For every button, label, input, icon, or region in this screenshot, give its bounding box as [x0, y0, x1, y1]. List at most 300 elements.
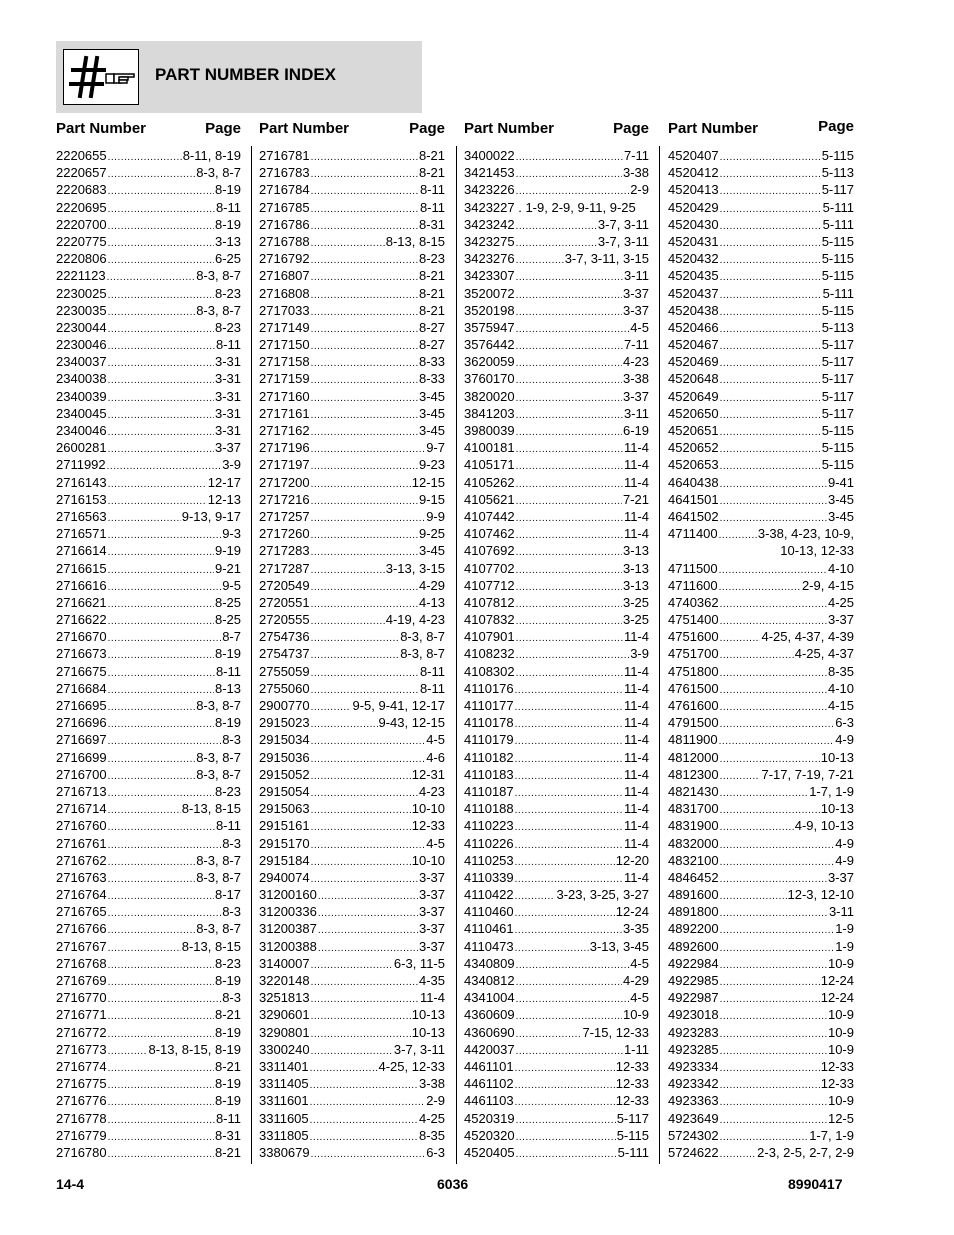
page-reference: 3-13: [622, 577, 649, 593]
index-entry: [464, 835, 649, 852]
dot-leader: [516, 458, 623, 475]
part-number: 2755059: [259, 663, 310, 679]
page-reference: 9-43, 12-15: [378, 715, 445, 731]
index-entry: [668, 680, 854, 697]
page-reference: 11-4: [623, 749, 649, 765]
index-entry: [259, 835, 445, 852]
page-reference: 4-9: [835, 835, 854, 851]
index-entry: [464, 972, 649, 989]
index-entry: [259, 817, 445, 834]
index-entry: [668, 456, 854, 473]
part-number: 4110182: [464, 749, 514, 765]
part-number: 2717283: [259, 543, 310, 559]
part-number: 2717149: [259, 319, 310, 335]
part-number: 4740362: [668, 594, 719, 610]
part-number: 2716768: [56, 955, 107, 971]
part-number: 4791500: [668, 715, 719, 731]
part-number: 4923649: [668, 1110, 719, 1126]
index-entry: [56, 920, 241, 937]
page-reference: 3-7, 3-11: [393, 1041, 445, 1057]
dot-leader: [515, 940, 589, 957]
page-reference: 4-35: [418, 973, 445, 988]
page-reference: 4-19, 4-23: [385, 612, 445, 628]
index-entry: [464, 800, 649, 817]
page-reference: 11-4: [623, 715, 649, 731]
part-number: 2915023: [259, 715, 310, 731]
page-reference: 10-13: [820, 749, 854, 765]
page-reference: 11-4: [623, 663, 649, 679]
part-number: 2340045: [56, 405, 107, 421]
page-reference: 8-3: [222, 990, 241, 1006]
part-number: 2717200: [259, 474, 310, 490]
part-number: 2716563: [56, 508, 107, 524]
index-entry: [56, 731, 241, 748]
part-number: 2717257: [259, 508, 310, 524]
page-reference: 9-5: [222, 577, 241, 593]
part-number: 4107901: [464, 629, 515, 645]
index-entry: [464, 353, 649, 370]
hash-pointing-hand-icon: [63, 49, 139, 105]
part-number: 2754737: [259, 646, 310, 662]
dot-leader: [311, 716, 378, 733]
page-reference: 8-21: [214, 1144, 241, 1160]
dot-leader: [515, 768, 623, 785]
part-number: 3575947: [464, 319, 515, 335]
dot-leader: [516, 166, 622, 183]
index-entry: [668, 1006, 854, 1023]
dot-leader: [311, 355, 418, 372]
dot-leader: [108, 441, 214, 458]
index-entry: [259, 147, 445, 164]
index-entry: [668, 199, 854, 216]
dot-leader: [311, 476, 411, 493]
index-entry: [464, 388, 649, 405]
page-reference: 9-41: [827, 474, 854, 490]
page-reference: 3-31: [214, 388, 241, 404]
part-number: 2716785: [259, 199, 310, 215]
part-number: 2716673: [56, 646, 107, 662]
dot-leader: [720, 476, 827, 493]
part-number: 4520405: [464, 1144, 515, 1160]
dot-leader: [720, 390, 821, 407]
index-entry: [259, 164, 445, 181]
index-entry: [464, 903, 649, 920]
page-reference: 1-9: [835, 921, 854, 937]
part-number: 2716761: [56, 835, 107, 851]
index-entry: [56, 250, 241, 267]
index-entry: [259, 611, 445, 628]
part-number: 3423242: [464, 216, 515, 232]
index-entry: [56, 1092, 241, 1109]
index-entry: [464, 628, 649, 645]
dot-leader: [311, 424, 418, 441]
index-entry: [56, 852, 241, 869]
dot-leader: [720, 1008, 827, 1025]
index-entry: [668, 697, 854, 714]
part-number: 3311401: [259, 1058, 309, 1074]
index-entry: [56, 319, 241, 336]
dot-leader: [108, 819, 215, 836]
index-entry: [259, 388, 445, 405]
part-number: 4812300: [668, 766, 719, 782]
index-entry: [259, 267, 445, 284]
dot-leader: [516, 1129, 616, 1146]
dot-leader: [516, 218, 597, 235]
part-number: 3140007: [259, 955, 310, 971]
page-reference: 10-13: [820, 801, 854, 817]
index-entry: [56, 456, 241, 473]
index-entry: [668, 336, 854, 353]
page-reference: 3-31: [214, 423, 241, 438]
dot-leader: [318, 922, 418, 939]
part-number: 3520198: [464, 302, 515, 318]
part-number: 4923285: [668, 1041, 719, 1057]
page-reference: 8-11: [215, 818, 241, 834]
dot-leader: [720, 338, 821, 355]
part-number: 3760170: [464, 371, 515, 387]
part-number: 31200387: [259, 921, 317, 937]
part-number: 4461101: [464, 1058, 514, 1074]
index-entry: [464, 250, 649, 267]
index-entry: [259, 353, 445, 370]
page-reference: 3-37: [418, 938, 445, 954]
page-reference: 8-21: [418, 302, 445, 318]
page-reference: 8-3, 8-7: [196, 268, 241, 284]
part-number: 4520435: [668, 268, 719, 284]
part-number: 2220657: [56, 165, 107, 181]
page-reference: 3-13, 3-15: [385, 560, 445, 576]
dot-leader: [108, 647, 214, 664]
part-number: 4520319: [464, 1110, 515, 1126]
page-reference: 3-45: [418, 405, 445, 421]
dot-leader: [311, 871, 418, 888]
index-entry: [259, 663, 445, 680]
index-entry: [668, 1075, 854, 1092]
page-reference: 2-3, 2-5, 2-7, 2-9: [757, 1144, 854, 1160]
part-number: 2220806: [56, 251, 107, 267]
page-reference: 7-11: [623, 337, 649, 353]
index-entry: [668, 783, 854, 800]
index-entry: [668, 663, 854, 680]
index-entry: [464, 886, 649, 903]
dot-leader: [311, 699, 352, 716]
index-entry: [464, 645, 649, 662]
page-reference: 12-33: [820, 1076, 854, 1092]
page-reference: 10-9: [827, 1041, 854, 1057]
part-number: 2717150: [259, 337, 310, 353]
page-reference: 11-4: [623, 508, 649, 524]
page-reference: 8-13, 8-15, 8-19: [148, 1041, 241, 1057]
page-reference: 5-117: [821, 388, 854, 404]
index-entry: [259, 783, 445, 800]
dot-leader: [108, 613, 214, 630]
part-number: 2340039: [56, 388, 107, 404]
part-number: 4831900: [668, 818, 719, 834]
page-reference: 8-19: [214, 182, 241, 198]
page-reference: 5-117: [616, 1110, 649, 1126]
page-reference: 8-3, 8-7: [196, 852, 241, 868]
index-entry: [668, 594, 854, 611]
part-number: 2720551: [259, 594, 310, 610]
index-entry: [259, 1144, 445, 1161]
part-number-heading: Part Number: [464, 120, 555, 137]
page-reference: 9-3: [222, 526, 241, 542]
index-entry: [464, 731, 649, 748]
part-number: 2340038: [56, 371, 107, 387]
part-number: 4640438: [668, 474, 719, 490]
index-entry: [668, 835, 854, 852]
part-number: 4832100: [668, 852, 719, 868]
part-number: 4520438: [668, 302, 719, 318]
part-number: 4108302: [464, 663, 515, 679]
part-number: 2340046: [56, 423, 107, 438]
page-reference: 3-23, 3-25, 3-27: [556, 887, 649, 903]
index-entry: [56, 336, 241, 353]
part-number: 4520467: [668, 337, 719, 353]
index-entry: [56, 267, 241, 284]
part-number: 4110178: [464, 715, 514, 731]
page-reference: 3-13: [214, 233, 241, 249]
dot-leader: [516, 1026, 582, 1043]
dot-leader: [516, 321, 630, 338]
part-number: 4520432: [668, 251, 719, 267]
index-entry: [464, 817, 649, 834]
page-reference: 8-11, 8-19: [182, 148, 241, 163]
dot-leader: [311, 630, 400, 647]
dot-leader: [516, 647, 630, 664]
part-number: 2716614: [56, 543, 107, 559]
index-entry: [259, 1041, 445, 1058]
part-number: 4105262: [464, 474, 515, 490]
page-reference: 8-25: [214, 594, 241, 610]
part-number: 4461103: [464, 1093, 514, 1109]
page-reference: 8-3: [222, 732, 241, 748]
part-number: 2716700: [56, 766, 107, 782]
page-reference: 11-4: [623, 732, 649, 748]
dot-leader: [108, 544, 214, 561]
part-number: 4520648: [668, 371, 719, 387]
page-reference: 8-3, 8-7: [196, 698, 241, 713]
page-reference: 3-37: [622, 302, 649, 318]
page-reference: 3-37: [214, 440, 241, 456]
part-number: 4520652: [668, 440, 719, 456]
part-number: 2716773: [56, 1041, 107, 1057]
part-number: 2716772: [56, 1024, 107, 1040]
index-entry: [56, 560, 241, 577]
index-entry: [56, 989, 241, 1006]
page-reference: 3-7, 3-11: [597, 233, 649, 249]
index-entry: [464, 439, 649, 456]
page-reference: 8-27: [418, 319, 445, 335]
page-reference: 4-5: [426, 835, 445, 851]
index-entry: [56, 233, 241, 250]
page-reference: 3-9: [222, 457, 241, 473]
dot-leader: [311, 201, 419, 218]
index-entry: [259, 972, 445, 989]
dot-leader: [515, 905, 615, 922]
index-entry: [56, 972, 241, 989]
dot-leader: [311, 819, 411, 836]
part-number: 4520430: [668, 216, 719, 232]
page-reference: 12-5: [827, 1110, 854, 1126]
part-number: 4520469: [668, 354, 719, 370]
dot-leader: [516, 476, 623, 493]
index-entry: [464, 989, 649, 1006]
page-reference: 3-25: [622, 594, 649, 610]
part-number: 2716786: [259, 216, 310, 232]
column-divider: [251, 146, 252, 1164]
page-reference: 10-9: [827, 955, 854, 971]
page-heading: Page: [613, 120, 649, 137]
header-banner: [56, 41, 422, 113]
part-number: 2915063: [259, 801, 310, 817]
dot-leader: [311, 527, 418, 544]
page-reference: 8-23: [214, 285, 241, 301]
part-number: 3220148: [259, 973, 310, 988]
footer-document-number: 8990417: [788, 1176, 843, 1192]
index-entry: [56, 783, 241, 800]
part-number: 4892200: [668, 921, 719, 937]
part-number: 2717161: [259, 405, 310, 421]
page-reference: 8-7: [222, 629, 241, 645]
page-reference: 8-3, 8-7: [196, 749, 241, 765]
part-number: 2717287: [259, 560, 310, 576]
index-entry: [56, 645, 241, 662]
dot-leader: [318, 905, 418, 922]
page-reference: 5-113: [821, 319, 854, 335]
dot-leader: [108, 424, 214, 441]
index-entry: [464, 508, 649, 525]
dot-leader: [720, 372, 821, 389]
index-entry: [56, 714, 241, 731]
dot-leader: [107, 458, 222, 475]
page-reference: 8-21: [418, 268, 445, 284]
index-entry: [56, 491, 241, 508]
part-number: 4461102: [464, 1076, 514, 1092]
part-number: 4923018: [668, 1007, 719, 1023]
page-reference: 3-37: [622, 285, 649, 301]
part-number: 2717196: [259, 440, 310, 456]
index-entry: [259, 1092, 445, 1109]
page-reference: 9-7: [426, 440, 445, 456]
page-reference: 8-23: [214, 319, 241, 335]
dot-leader: [311, 802, 411, 819]
page-reference: 12-20: [615, 852, 649, 868]
part-number: 2230025: [56, 285, 107, 301]
part-number: 4107712: [464, 577, 515, 593]
index-entry: [668, 1041, 854, 1058]
part-number: 2716792: [259, 251, 310, 267]
dot-leader: [720, 940, 835, 957]
dot-leader: [108, 149, 182, 166]
page-reference: 3-37: [622, 388, 649, 404]
page-reference: 4-9: [835, 852, 854, 868]
dot-leader: [311, 733, 426, 750]
page-reference: 5-117: [821, 371, 854, 387]
dot-leader: [108, 1094, 214, 1111]
index-entry: [464, 938, 649, 955]
index-entry: [668, 1058, 854, 1075]
page-reference: 5-111: [822, 216, 854, 232]
part-number: 2720549: [259, 577, 310, 593]
dot-leader: [516, 562, 622, 579]
part-number: 3841203: [464, 405, 515, 421]
index-entry: [668, 817, 854, 834]
page-reference: 2-9: [630, 182, 649, 198]
index-entry: [668, 302, 854, 319]
dot-leader: [720, 974, 820, 991]
index-entry: [56, 164, 241, 181]
dot-leader: [311, 665, 419, 682]
dot-leader: [720, 235, 821, 252]
index-entry: [259, 920, 445, 937]
part-number: 2716153: [56, 491, 107, 507]
dot-leader: [720, 957, 827, 974]
page-reference: 5-117: [821, 354, 854, 370]
page-reference: 4-29: [418, 577, 445, 593]
part-number: 3300240: [259, 1041, 310, 1057]
part-number: 4922985: [668, 973, 719, 988]
page-reference: 4-5: [630, 319, 649, 335]
part-number: 2720555: [259, 612, 310, 628]
dot-leader: [516, 252, 564, 269]
page-reference: 10-13: [411, 1024, 445, 1040]
dot-leader: [311, 974, 418, 991]
dot-leader: [108, 1060, 214, 1077]
dot-leader: [516, 665, 623, 682]
page-reference: 11-4: [623, 801, 649, 817]
index-entry: [56, 1006, 241, 1023]
index-entry: [56, 542, 241, 559]
index-entry: [668, 577, 854, 594]
index-entry: [56, 663, 241, 680]
part-number: 2717216: [259, 491, 310, 507]
part-number: 4110253: [464, 852, 514, 868]
index-entry: [56, 611, 241, 628]
dot-leader: [515, 785, 623, 802]
index-entry: [56, 749, 241, 766]
dot-leader: [108, 527, 222, 544]
part-number: 4520429: [668, 199, 719, 215]
part-number: 2915170: [259, 835, 310, 851]
index-entry: [668, 1024, 854, 1041]
part-number: 4110473: [464, 938, 514, 954]
page-reference: 11-4: [623, 783, 649, 799]
index-entry: [464, 1041, 649, 1058]
part-number: 4821430: [668, 783, 719, 799]
index-entry: [668, 731, 854, 748]
dot-leader: [311, 613, 385, 630]
index-entry: [259, 285, 445, 302]
part-number: 2716775: [56, 1076, 107, 1092]
page-reference: 9-21: [214, 560, 241, 576]
page-reference: 8-3: [222, 835, 241, 851]
index-entry: [259, 731, 445, 748]
index-entry: [56, 594, 241, 611]
page-reference: 9-13, 9-17: [181, 508, 241, 524]
page-reference: 11-4: [623, 474, 649, 490]
part-number: 4340812: [464, 973, 515, 988]
page-reference: 8-3, 8-7: [196, 302, 241, 318]
part-number: 2717159: [259, 371, 310, 387]
index-entry: [259, 680, 445, 697]
page-reference: 11-4: [623, 698, 649, 713]
dot-leader: [515, 888, 556, 905]
index-entry: [464, 422, 649, 439]
index-entry: [259, 560, 445, 577]
page-reference: 6-3: [835, 715, 854, 731]
index-entry: [668, 181, 854, 198]
